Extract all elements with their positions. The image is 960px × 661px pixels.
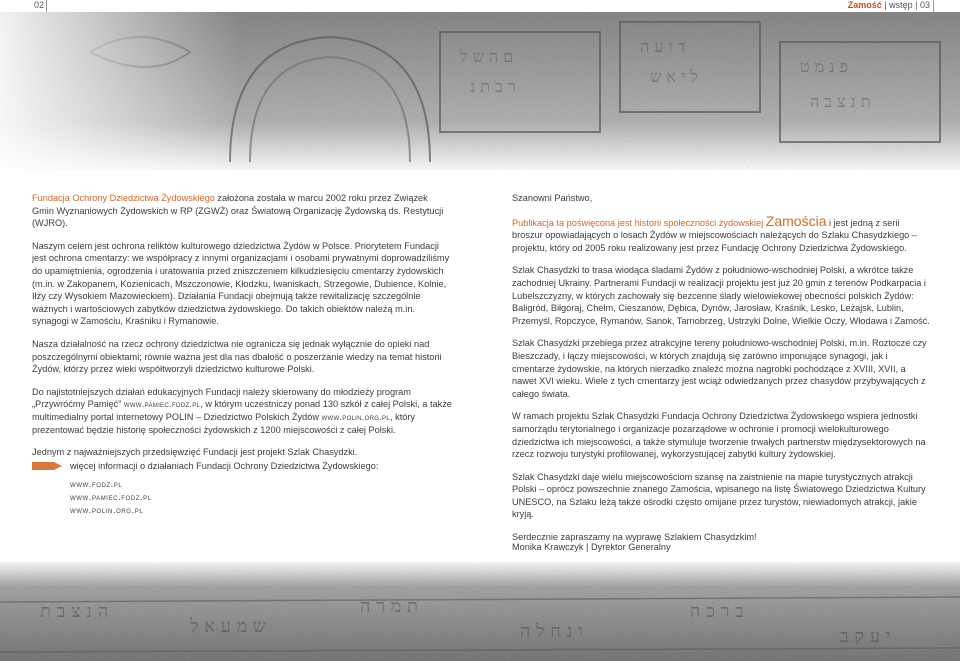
foundation-name: Fundacja Ochrony Dziedzictwa Żydowskiego — [32, 193, 215, 203]
link-polin[interactable]: www.polin.org.pl — [321, 411, 390, 422]
foundation-goals: Naszym celem jest ochrona reliktów kulturowego dziedzictwa Żydów w Polsce. Priorytetem Fundacji jest ochrona cmentarzy: we współpracy z innymi organizacjami i osobami prywatnymi doprowadziliśmy do upamiętnienia, ogrodzenia i uratowania przed zniszczeniem kilkudziesięciu cmentarzy żydowskich (m.in. w Zakopanem, Kozienicach, Mszczonowie, Kłodzku, Iwaniskach, Strzegowie, Dubience, Kolnie, Iłży czy Wysokiem Mazowieckiem). Działania Fundacji obejmują także rewitalizację szczególnie ważnych i wartościowych zabytków dziedzictwa żydowskiego. Do takich obiektów należą m.in. synagogi w Zamościu, Kraśniku i Rymanowie. — [32, 240, 450, 327]
svg-text:ו נ ח ל ה: ו נ ח ל ה — [520, 621, 583, 642]
links-list — [70, 478, 152, 517]
right-column — [512, 192, 932, 554]
running-head: Zamość | wstęp | 03 — [847, 0, 930, 10]
publication-intro: Publikacja ta poświęcona jest historii społeczności żydowskiej Zamościa i jest jedną z serii broszur opowiadających o losach Żydów w miejscowościach należących do Szlaku Chasydzkiego – projektu, który od 2005 roku realizowany jest przez Fundację Ochrony Dziedzictwa Żydowskiego. — [512, 212, 917, 253]
signature: Monika Krawczyk | Dyrektor Generalny — [512, 542, 671, 552]
link-fodz[interactable]: www.fodz.pl — [70, 479, 123, 489]
section-subtitle: wstęp — [889, 0, 913, 10]
route-chance: Szlak Chasydzki daje wielu miejscowościom szansę na zaistnienie na mapie turystycznych atrakcji Polski – oprócz powszechnie znanego Zamościa, wpisanego na listę Światowego Dziedzictwa Kultury UNESCO, na Szlaku leżą także ośrodki często omijane przez turystów, niewiadomych atrakcji, jakie kryją. — [512, 471, 926, 520]
header-divider-right — [933, 0, 934, 12]
page-header — [0, 0, 960, 10]
link-pamiec-fodz[interactable]: www.pamiec.fodz.pl — [70, 492, 152, 502]
page-number-right: 03 — [919, 0, 930, 10]
foundation-activities: Nasza działalność na rzecz ochrony dziedzictwa nie ogranicza się jednak wyłącznie do opieki nad poszczególnymi obiektami; równie ważna jest dla nas dbałość o poszerzanie wiedzy na temat historii Żydów, którzy przez wieki współtworzyli dziedzictwo kulturowe Polski. — [32, 338, 442, 375]
route-region: Szlak Chasydzki przebiega przez atrakcyjne tereny południowo-wschodniej Polski, m.in. Roztocze czy Bieszczady, i łączy miejscowości, w których znajdują się zarówno imponujące synagogi, jak i cmentarze żydowskie, na których nierzadko znaleźć można nagrobki pochodzące z XVIII, XVII, a nawet XVI wieku. Wiele z tych cmentarzy jest wciąż odwiedzanych przez chasydów przybywających z całego świata. — [512, 338, 927, 399]
svg-text:ת מ ר ה: ת מ ר ה — [360, 596, 419, 617]
link-pamiec[interactable]: www.pamiec.fodz.pl — [123, 399, 201, 410]
tombstone-photo-top — [0, 12, 960, 170]
arrow-icon — [32, 460, 62, 472]
svg-text:ש מ ע א ל: ש מ ע א ל — [190, 616, 266, 637]
link-polin-org[interactable]: www.polin.org.pl — [70, 505, 144, 515]
more-info-title: więcej informacji o działaniach Fundacji Ochrony Dziedzictwa Żydowskiego: — [70, 461, 379, 471]
foundation-intro: Fundacja Ochrony Dziedzictwa Żydowskiego założona została w marcu 2002 roku przez Związek Gmin Wyznaniowych Żydowskich w RP (ZGWŻ) oraz Światową Organizację Żydowską ds. Restytucji (WJRO). — [32, 193, 444, 229]
invitation: Serdecznie zapraszamy na wyprawę Szlakiem Chasydzkim! — [512, 532, 757, 543]
hasidic-route-note: Jednym z najważniejszych przedsięwzięć Fundacji jest projekt Szlak Chasydzki. — [32, 447, 358, 458]
section-title: Zamość — [847, 0, 882, 10]
svg-text:ב ר כ ה: ב ר כ ה — [690, 601, 744, 622]
town-name: Zamościa — [765, 212, 827, 229]
svg-text:ה נ צ ב ת: ה נ צ ב ת — [40, 601, 109, 622]
education-programs: Do najistotniejszych działań edukacyjnych Fundacji należy skierowany do młodzieży program „Przywróćmy Pamięć” www.pamiec.fodz.pl, w którym uczestniczy ponad 130 szkół z całej Polski, a także multimedialny portal internetowy POLIN – Dziedzictwo Polskich Żydów www.polin.org.pl, który prezentować będzie historię społeczności żydowskich z 1200 miejscowości z całej Polski. — [32, 386, 452, 435]
header-divider-left — [46, 0, 47, 12]
tombstone-photo-bottom — [0, 562, 960, 661]
greeting: Szanowni Państwo, — [512, 193, 593, 203]
page-number-left: 02 — [34, 0, 45, 10]
left-column — [32, 192, 452, 469]
project-support: W ramach projektu Szlak Chasydzki Fundacja Ochrony Dziedzictwa Żydowskiego wspiera jednostki samorządu terytorialnego i organizacje pozarządowe w ochronie i promocji wielokulturowego dziedzictwa ich miejscowości, a także stymuluje tworzenie trwałych partnerstw międzysektorowych na rzecz rozwoju turystyki profilowanej, wykorzystującej zabytki kultury żydowskiej. — [512, 411, 926, 460]
svg-text:י ע ק ב: י ע ק ב — [840, 626, 891, 647]
route-description: Szlak Chasydzki to trasa wiodąca śladami Żydów z południowo-wschodniej Polski, a wkrótce także zachodniej Ukrainy. Partnerami Fundacji w realizacji projektu jest już 20 gmin z terenów Podkarpacia i Lubelszczyzny, w których zachowały się bezcenne ślady wielowiekowej obecności polskich Żydów: Baligród, Biłgoraj, Chełm, Cieszanów, Dębica, Dynów, Jarosław, Kraśnik, Lesko, Leżajsk, Lublin, Przemyśl, Ropczyce, Rymanów, Sanok, Tarnobrzeg, Ustrzyki Dolne, Wielkie Oczy, Włodawa i Zamość. — [512, 265, 930, 326]
